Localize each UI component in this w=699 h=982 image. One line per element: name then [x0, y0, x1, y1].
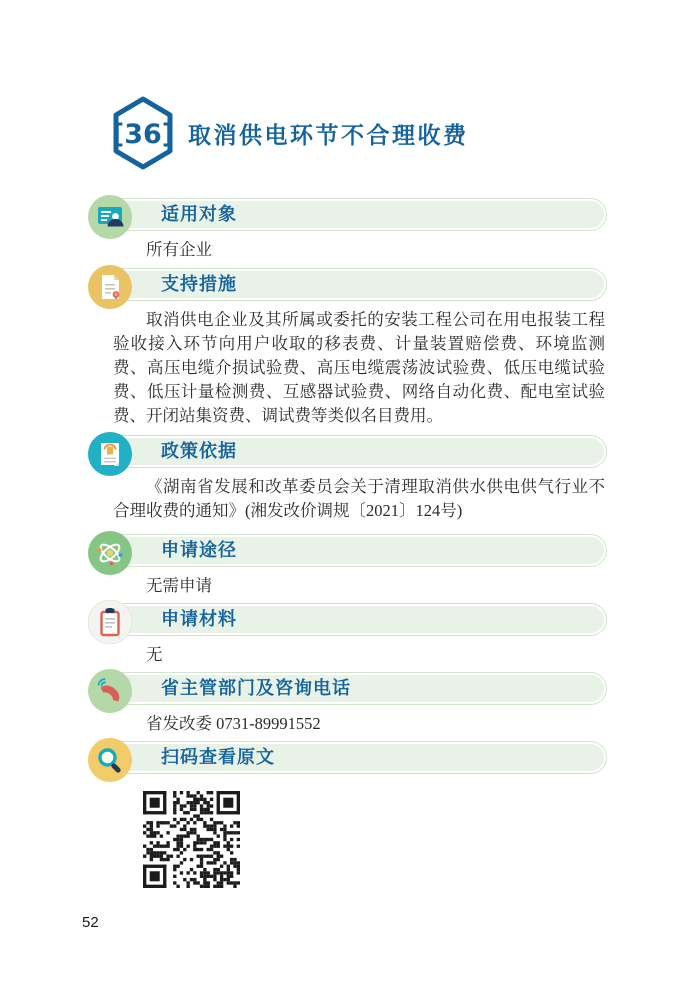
- clipboard-icon: [88, 600, 132, 644]
- phone-icon: [88, 669, 132, 713]
- qr-code: [143, 791, 240, 888]
- section-body: 无: [146, 645, 163, 664]
- section-title: 适用对象: [161, 204, 237, 224]
- section-title: 申请材料: [161, 609, 237, 629]
- section-title: 申请途径: [161, 540, 237, 560]
- section-header-policy-basis: [96, 435, 607, 468]
- section-title: 政策依据: [161, 441, 237, 461]
- atom-icon: [88, 531, 132, 575]
- id-card-icon: [88, 195, 132, 239]
- hexagon-badge: [112, 96, 174, 170]
- section-body: 所有企业: [146, 240, 212, 259]
- magnifier-icon: [88, 738, 132, 782]
- section-body: 无需申请: [146, 576, 212, 595]
- page-number: 52: [82, 914, 99, 931]
- section-title: 支持措施: [161, 274, 237, 294]
- section-title: 扫码查看原文: [161, 747, 275, 767]
- document-seal-icon: [88, 265, 132, 309]
- section-header-scan-code: [96, 741, 607, 774]
- section-body: 省发改委 0731-89991552: [146, 714, 321, 733]
- document-header: [112, 96, 699, 170]
- section-body: 《湖南省发展和改革委员会关于清理取消供水供电供气行业不合理收费的通知》(湘发改价调规〔2021〕124号): [113, 477, 605, 520]
- section-header-contact: [96, 672, 607, 705]
- section-header-applicable: [96, 198, 607, 231]
- page-title: 取消供电环节不合理收费: [188, 122, 469, 148]
- section-header-apply-materials: [96, 603, 607, 636]
- section-title: 省主管部门及咨询电话: [161, 678, 351, 698]
- section-body: 取消供电企业及其所属或委托的安装工程公司在用电报装工程验收接入环节向用户收取的移表费、计量装置赔偿费、环境监测费、高压电缆介损试验费、高压电缆震荡波试验费、低压电缆试验费、低压计量检测费、互感器试验费、网络自动化费、配电室试验费、开闭站集资费、调试费等类似名目费用。: [113, 310, 605, 425]
- section-header-apply-channel: [96, 534, 607, 567]
- section-header-measures: [96, 268, 607, 301]
- policy-document-icon: [88, 432, 132, 476]
- badge-number-text: [36]: [112, 119, 174, 150]
